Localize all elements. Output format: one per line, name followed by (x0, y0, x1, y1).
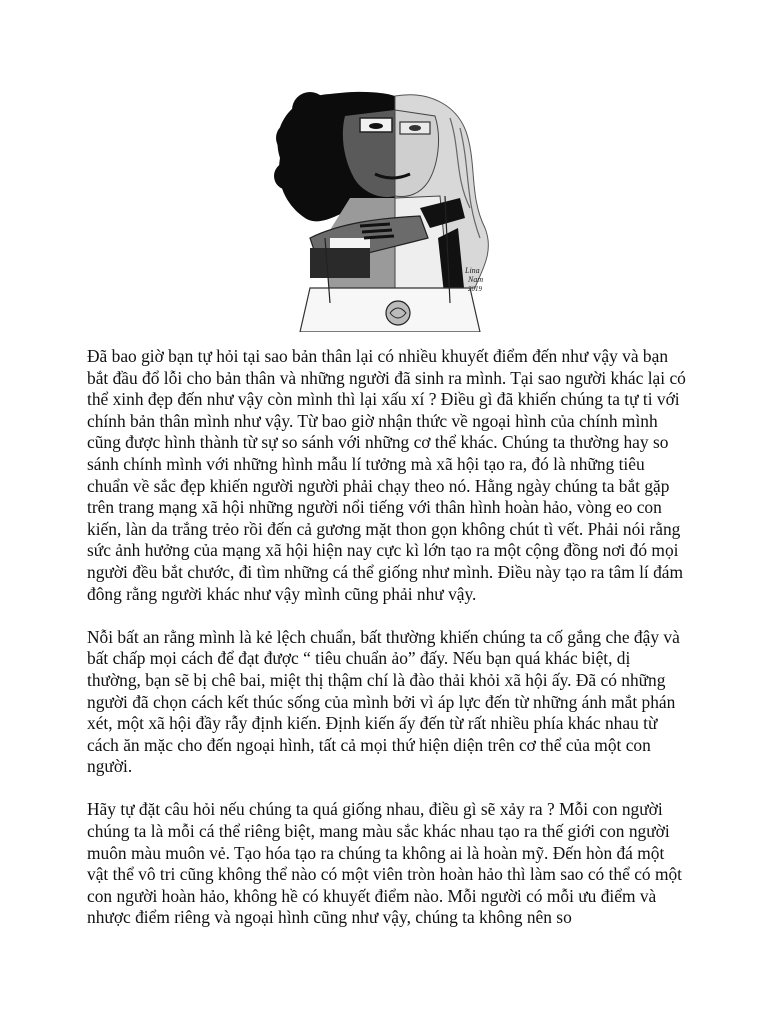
artist-signature: Lina (465, 266, 480, 275)
svg-text:2019: 2019 (468, 285, 482, 293)
paragraph-2: Nỗi bất an rằng mình là kẻ lệch chuẩn, bất thường khiến chúng ta cố gắng che đậy và bất chấp mọi cách để đạt được “ tiêu chuẩn ảo” đấy. Nếu bạn quá khác biệt, dị thường, bạn sẽ bị chê bai, miệt thị thậm chí là đào thải khỏi xã hội ấy. Đã có những người đã chọn cách kết thúc sống của mình bởi vì áp lực đến từ những ánh mắt phán xét, một xã hội đầy rẫy định kiến. Định kiến ấy đến từ rất nhiều phía khác nhau từ cách ăn mặc cho đến ngoại hình, tất cả mọi thứ hiện diện trên cơ thể của một con người. (87, 626, 680, 777)
paragraph-3: Hãy tự đặt câu hỏi nếu chúng ta quá giống nhau, điều gì sẽ xảy ra ? Mỗi con người chúng ta là mỗi cá thể riêng biệt, mang màu sắc khác nhau tạo ra thế giới con người muôn màu muôn vẻ. Tạo hóa tạo ra chúng ta không ai là hoàn mỹ. Đến hòn đá một vật thể vô tri cũng không thể nào có một viên tròn hoàn hảo thì làm sao có thể có một con người hoàn hảo, không hề có khuyết điểm nào. Mỗi người có mỗi ưu điểm và nhược điểm riêng và ngoại hình cũng như vậy, chúng ta không nên so (87, 799, 683, 928)
article-body (87, 346, 687, 951)
split-face-portrait-drawing (270, 88, 512, 332)
paragraph-1: Đã bao giờ bạn tự hỏi tại sao bản thân lại có nhiều khuyết điểm đến như vậy và bạn bắt đầu đổ lỗi cho bản thân và những người đã sinh ra mình. Tại sao người khác lại có thể xinh đẹp đến như vậy còn mình thì lại xấu xí ? Điều gì đã khiến chúng ta tự ti với chính bản thân mình như vậy. Từ bao giờ nhận thức về ngoại hình của chính mình cũng được hình thành từ sự so sánh với những cơ thể khác. Chúng ta thường hay so sánh chính mình với những hình mẫu lí tưởng mà xã hội tạo ra, đó là những tiêu chuẩn về sắc đẹp khiến người người phải chạy theo nó. Hằng ngày chúng ta bắt gặp trên trang mạng xã hội những người nổi tiếng với thân hình hoàn hảo, vòng eo con kiến, làn da trắng trẻo rồi đến cả gương mặt thon gọn không chút tì vết. Phải nói rằng sức ảnh hưởng của mạng xã hội hiện nay cực kì lớn tạo ra một cộng đồng nơi đó mọi người đều bắt chước, đi tìm những cá thể giống như mình. Điều này tạo ra tâm lí đám đông rằng người khác như vậy mình cũng phải như vậy. (87, 346, 686, 604)
cover-illustration (270, 88, 512, 332)
svg-text:Nam: Nam (468, 275, 484, 284)
